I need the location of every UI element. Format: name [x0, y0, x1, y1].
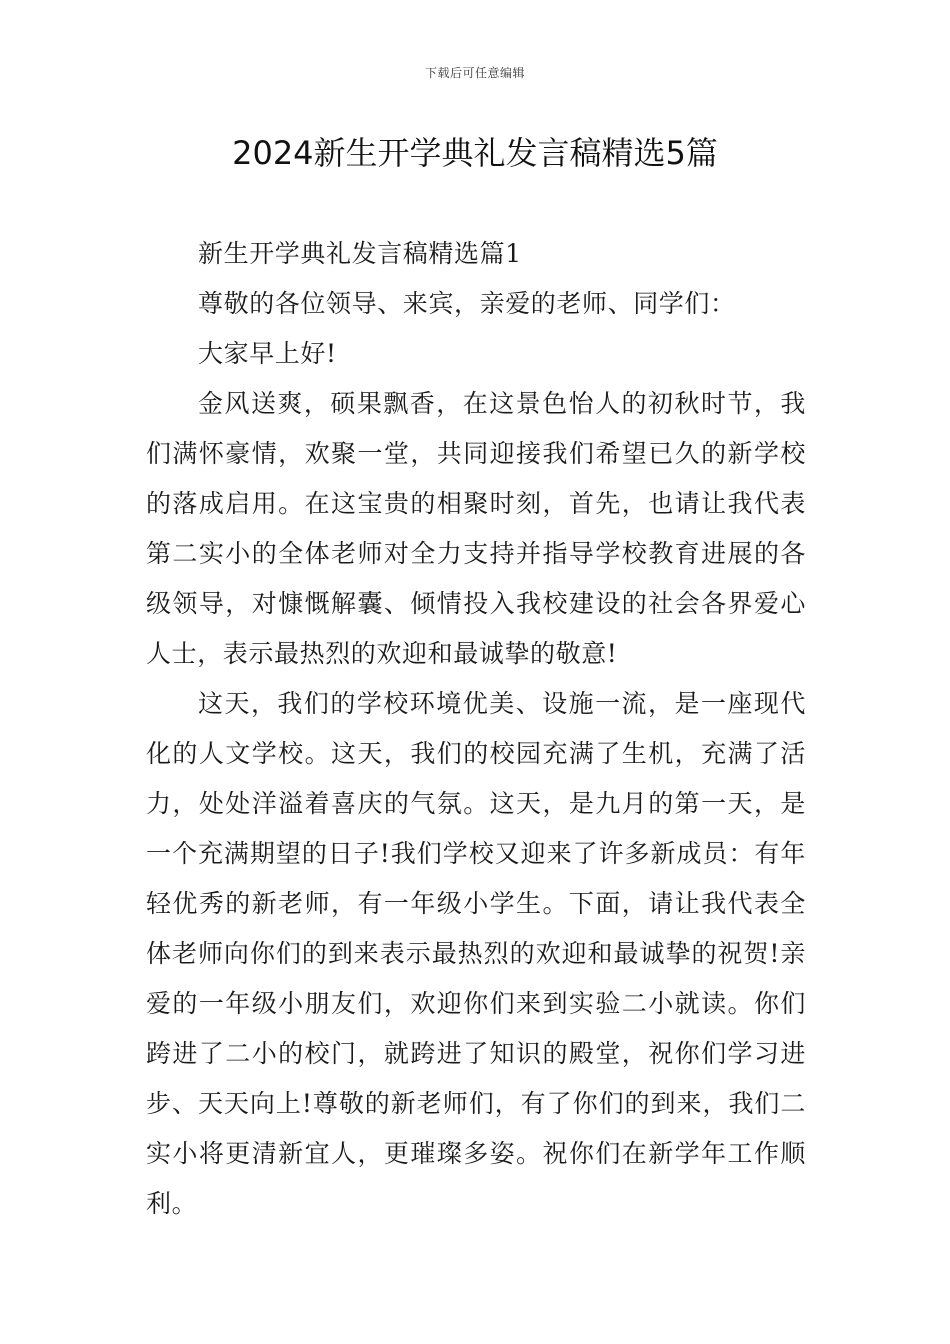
- header-note: 下载后可任意编辑: [424, 66, 525, 80]
- section-heading: 新生开学典礼发言稿精选篇1: [198, 239, 522, 268]
- greeting: 大家早上好!: [198, 339, 337, 368]
- document-title: 2024新生开学典礼发言稿精选5篇: [232, 134, 718, 172]
- body-paragraph: 这天，我们的学校环境优美、设施一流，是一座现代化的人文学校。这天，我们的校园充满了生机，充满了活力，处处洋溢着喜庆的气氛。这天，是九月的第一天，是一个充满期望的日子!我们学校又迎来了许多新成员：有年轻优秀的新老师，有一年级小学生。下面，请让我代表全体老师向你们的到来表示最热烈的欢迎和最诚挚的祝贺!亲爱的一年级小朋友们，欢迎你们来到实验二小就读。你们跨进了二小的校门，就跨进了知识的殿堂，祝你们学习进步、天天向上!尊敬的新老师们，有了你们的到来，我们二实小将更清新宜人，更璀璨多姿。祝你们在新学年工作顺利。: [146, 689, 806, 1218]
- salutation: 尊敬的各位领导、来宾，亲爱的老师、同学们：: [198, 289, 736, 318]
- document-body: [146, 229, 806, 1229]
- body-paragraph: 金风送爽，硕果飘香，在这景色怡人的初秋时节，我们满怀豪情，欢聚一堂，共同迎接我们希望已久的新学校的落成启用。在这宝贵的相聚时刻，首先，也请让我代表第二实小的全体老师对全力支持并指导学校教育进展的各级领导，对慷慨解囊、倾情投入我校建设的社会各界爱心人士，表示最热烈的欢迎和最诚挚的敬意!: [146, 389, 806, 668]
